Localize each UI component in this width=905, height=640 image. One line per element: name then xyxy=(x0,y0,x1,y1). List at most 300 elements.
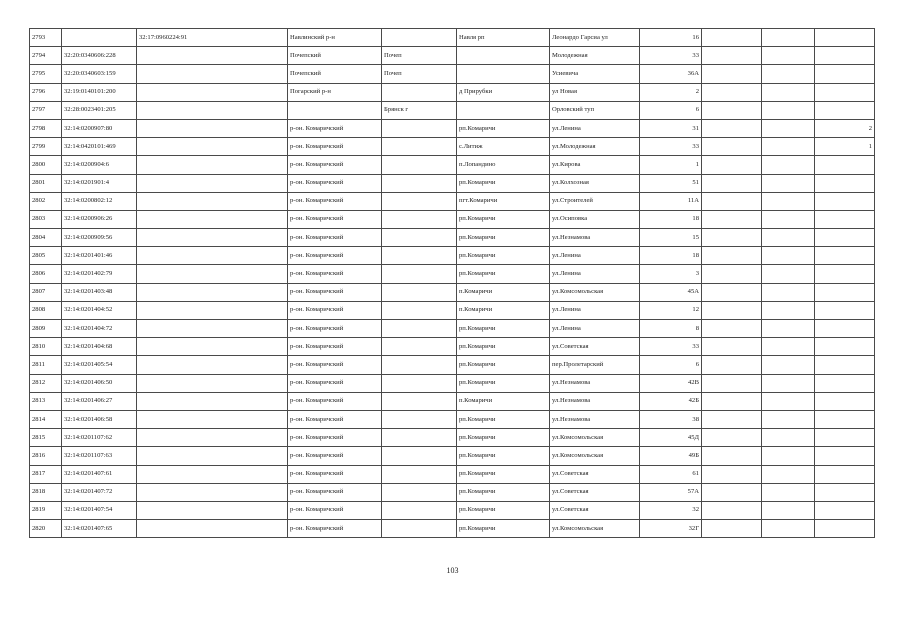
cell-city xyxy=(382,356,457,374)
cell-extra-col-1 xyxy=(702,119,762,137)
cell-extra-col-2 xyxy=(762,338,815,356)
cell-street: ул.Комсомольская xyxy=(550,447,640,465)
cell-street: ул.Молодежная xyxy=(550,138,640,156)
cell-district: Навлинский р-н xyxy=(288,29,382,47)
cell-district: р-он. Комаричский xyxy=(288,447,382,465)
cell-settlement: рп.Комаричи xyxy=(457,229,550,247)
cell-settlement: с.Литиж xyxy=(457,138,550,156)
cell-row-number: 2798 xyxy=(30,119,62,137)
table-row xyxy=(30,210,875,228)
cell-extra-col-3 xyxy=(815,65,875,83)
cell-extra-col-3 xyxy=(815,301,875,319)
cell-street: ул.Советская xyxy=(550,501,640,519)
cell-city xyxy=(382,465,457,483)
cell-cadastral-number-alt xyxy=(137,229,288,247)
cell-cadastral-number-alt xyxy=(137,83,288,101)
cell-street: пер.Пролетарский xyxy=(550,356,640,374)
cell-extra-col-3 xyxy=(815,101,875,119)
cell-city xyxy=(382,320,457,338)
cell-extra-col-1 xyxy=(702,520,762,538)
cell-extra-col-3 xyxy=(815,29,875,47)
cell-row-number: 2820 xyxy=(30,520,62,538)
cell-extra-col-2 xyxy=(762,47,815,65)
cell-row-number: 2812 xyxy=(30,374,62,392)
cell-cadastral-number: 32:19:0140101:200 xyxy=(62,83,137,101)
cell-settlement: рп.Комаричи xyxy=(457,429,550,447)
cell-district: р-он. Комаричский xyxy=(288,119,382,137)
cell-extra-col-2 xyxy=(762,410,815,428)
cell-cadastral-number-alt xyxy=(137,283,288,301)
cell-district: р-он. Комаричский xyxy=(288,392,382,410)
cell-row-number: 2797 xyxy=(30,101,62,119)
cell-district: р-он. Комаричский xyxy=(288,265,382,283)
cell-city: Почеп xyxy=(382,65,457,83)
cell-cadastral-number-alt xyxy=(137,429,288,447)
table-row xyxy=(30,29,875,47)
cell-extra-col-2 xyxy=(762,320,815,338)
cell-cadastral-number: 32:14:0200802:12 xyxy=(62,192,137,210)
cell-row-number: 2819 xyxy=(30,501,62,519)
cell-extra-col-2 xyxy=(762,283,815,301)
cell-row-number: 2800 xyxy=(30,156,62,174)
cell-settlement: рп.Комаричи xyxy=(457,356,550,374)
cell-house-number: 6 xyxy=(640,101,702,119)
cell-city xyxy=(382,29,457,47)
cell-city xyxy=(382,483,457,501)
cell-extra-col-3 xyxy=(815,501,875,519)
cell-street: ул.Ленина xyxy=(550,265,640,283)
cell-extra-col-1 xyxy=(702,501,762,519)
cell-house-number: 33 xyxy=(640,47,702,65)
cell-district: р-он. Комаричский xyxy=(288,465,382,483)
cell-extra-col-3 xyxy=(815,265,875,283)
cell-cadastral-number: 32:14:0201403:48 xyxy=(62,283,137,301)
cell-row-number: 2810 xyxy=(30,338,62,356)
cell-extra-col-2 xyxy=(762,301,815,319)
cell-row-number: 2801 xyxy=(30,174,62,192)
cell-cadastral-number: 32:14:0201901:4 xyxy=(62,174,137,192)
table-row xyxy=(30,265,875,283)
table-row xyxy=(30,338,875,356)
cell-settlement xyxy=(457,65,550,83)
cell-extra-col-2 xyxy=(762,192,815,210)
cell-house-number: 42Б xyxy=(640,392,702,410)
cell-cadastral-number: 32:14:0201407:65 xyxy=(62,520,137,538)
cell-extra-col-3 xyxy=(815,392,875,410)
cell-city xyxy=(382,301,457,319)
cell-district: р-он. Комаричский xyxy=(288,192,382,210)
cell-settlement: п.Комаричи xyxy=(457,392,550,410)
cell-settlement: Навля рп xyxy=(457,29,550,47)
table-row xyxy=(30,101,875,119)
cell-extra-col-3 xyxy=(815,374,875,392)
cell-house-number: 6 xyxy=(640,356,702,374)
table-row xyxy=(30,119,875,137)
cell-cadastral-number: 32:14:0201402:79 xyxy=(62,265,137,283)
cell-cadastral-number: 32:14:0201406:27 xyxy=(62,392,137,410)
cell-city: Почеп xyxy=(382,47,457,65)
cell-street: ул.Незнамова xyxy=(550,392,640,410)
cell-settlement: рп.Комаричи xyxy=(457,119,550,137)
cell-house-number: 18 xyxy=(640,210,702,228)
cell-extra-col-1 xyxy=(702,410,762,428)
cell-row-number: 2818 xyxy=(30,483,62,501)
table-row xyxy=(30,174,875,192)
cell-house-number: 45Д xyxy=(640,429,702,447)
cell-extra-col-2 xyxy=(762,65,815,83)
cell-cadastral-number-alt xyxy=(137,119,288,137)
table-row xyxy=(30,65,875,83)
cell-row-number: 2805 xyxy=(30,247,62,265)
cell-extra-col-1 xyxy=(702,374,762,392)
table-row xyxy=(30,483,875,501)
cell-city xyxy=(382,119,457,137)
cell-extra-col-1 xyxy=(702,174,762,192)
cell-house-number: 8 xyxy=(640,320,702,338)
table-row xyxy=(30,83,875,101)
cell-cadastral-number: 32:14:0201406:58 xyxy=(62,410,137,428)
cell-cadastral-number-alt: 32:17:0960224:91 xyxy=(137,29,288,47)
cell-cadastral-number-alt xyxy=(137,265,288,283)
cell-extra-col-2 xyxy=(762,210,815,228)
cell-row-number: 2794 xyxy=(30,47,62,65)
cell-cadastral-number-alt xyxy=(137,156,288,174)
cell-extra-col-1 xyxy=(702,392,762,410)
cell-extra-col-2 xyxy=(762,501,815,519)
cell-settlement: п.Комаричи xyxy=(457,301,550,319)
table-row xyxy=(30,229,875,247)
cell-house-number: 57А xyxy=(640,483,702,501)
cell-extra-col-2 xyxy=(762,356,815,374)
cell-settlement: рп.Комаричи xyxy=(457,465,550,483)
cell-street: ул.Колхозная xyxy=(550,174,640,192)
cell-row-number: 2813 xyxy=(30,392,62,410)
cell-extra-col-2 xyxy=(762,101,815,119)
page-number: 103 xyxy=(446,566,459,575)
cell-extra-col-3 xyxy=(815,520,875,538)
cell-settlement: рп.Комаричи xyxy=(457,447,550,465)
cell-extra-col-2 xyxy=(762,447,815,465)
cell-extra-col-3 xyxy=(815,429,875,447)
cell-cadastral-number-alt xyxy=(137,47,288,65)
table-row xyxy=(30,283,875,301)
cell-extra-col-1 xyxy=(702,101,762,119)
cell-cadastral-number: 32:14:0201404:72 xyxy=(62,320,137,338)
cell-district: р-он. Комаричский xyxy=(288,138,382,156)
cell-street: ул.Комсомольская xyxy=(550,283,640,301)
cell-settlement: п.Лопандино xyxy=(457,156,550,174)
cell-city xyxy=(382,265,457,283)
cell-cadastral-number: 32:14:0200904:6 xyxy=(62,156,137,174)
cell-extra-col-2 xyxy=(762,247,815,265)
cell-row-number: 2811 xyxy=(30,356,62,374)
cell-row-number: 2809 xyxy=(30,320,62,338)
cell-street: Орловский туп xyxy=(550,101,640,119)
cell-extra-col-3 xyxy=(815,320,875,338)
cell-extra-col-2 xyxy=(762,465,815,483)
table-body xyxy=(30,29,875,538)
cell-extra-col-1 xyxy=(702,301,762,319)
cell-row-number: 2807 xyxy=(30,283,62,301)
cell-extra-col-2 xyxy=(762,374,815,392)
cell-district: р-он. Комаричский xyxy=(288,156,382,174)
cell-cadastral-number-alt xyxy=(137,301,288,319)
cell-settlement: д Прирубки xyxy=(457,83,550,101)
table-row xyxy=(30,138,875,156)
cell-city xyxy=(382,247,457,265)
cell-extra-col-3 xyxy=(815,174,875,192)
cell-cadastral-number-alt xyxy=(137,501,288,519)
cell-street: ул Новая xyxy=(550,83,640,101)
table-row xyxy=(30,47,875,65)
cell-settlement xyxy=(457,47,550,65)
cell-extra-col-2 xyxy=(762,83,815,101)
cell-extra-col-3 xyxy=(815,83,875,101)
cell-city xyxy=(382,447,457,465)
cell-cadastral-number-alt xyxy=(137,101,288,119)
cell-street: ул.Комсомольская xyxy=(550,429,640,447)
cell-house-number: 51 xyxy=(640,174,702,192)
cell-extra-col-1 xyxy=(702,65,762,83)
table-row xyxy=(30,320,875,338)
cell-city xyxy=(382,429,457,447)
cell-settlement: рп.Комаричи xyxy=(457,210,550,228)
cell-city xyxy=(382,338,457,356)
cell-house-number: 16 xyxy=(640,29,702,47)
cell-house-number: 38 xyxy=(640,410,702,428)
cell-street: ул.Незнамова xyxy=(550,374,640,392)
cell-row-number: 2799 xyxy=(30,138,62,156)
cell-cadastral-number: 32:14:0201404:68 xyxy=(62,338,137,356)
table-row xyxy=(30,447,875,465)
cell-district: р-он. Комаричский xyxy=(288,410,382,428)
cell-row-number: 2814 xyxy=(30,410,62,428)
cell-settlement: рп.Комаричи xyxy=(457,338,550,356)
cell-city xyxy=(382,283,457,301)
cell-extra-col-3 xyxy=(815,247,875,265)
cell-extra-col-2 xyxy=(762,520,815,538)
cell-city xyxy=(382,156,457,174)
cell-street: ул.Ленина xyxy=(550,119,640,137)
cell-extra-col-1 xyxy=(702,210,762,228)
cell-settlement: рп.Комаричи xyxy=(457,265,550,283)
table-row xyxy=(30,192,875,210)
cell-cadastral-number-alt xyxy=(137,174,288,192)
cell-extra-col-1 xyxy=(702,320,762,338)
cell-house-number: 15 xyxy=(640,229,702,247)
cell-street: ул.Незнамова xyxy=(550,229,640,247)
cell-district: р-он. Комаричский xyxy=(288,174,382,192)
cell-district: р-он. Комаричский xyxy=(288,483,382,501)
cell-extra-col-2 xyxy=(762,392,815,410)
cell-street: Леонардо Гарсиа ул xyxy=(550,29,640,47)
cell-district: р-он. Комаричский xyxy=(288,338,382,356)
cell-row-number: 2817 xyxy=(30,465,62,483)
table-row xyxy=(30,374,875,392)
cell-cadastral-number-alt xyxy=(137,356,288,374)
cell-house-number: 61 xyxy=(640,465,702,483)
cell-cadastral-number-alt xyxy=(137,138,288,156)
table-row xyxy=(30,501,875,519)
cell-extra-col-2 xyxy=(762,174,815,192)
cell-street: ул.Комсомольская xyxy=(550,520,640,538)
cell-settlement xyxy=(457,101,550,119)
cell-cadastral-number-alt xyxy=(137,65,288,83)
cell-extra-col-1 xyxy=(702,247,762,265)
table-row xyxy=(30,156,875,174)
cell-extra-col-2 xyxy=(762,265,815,283)
cell-extra-col-3 xyxy=(815,156,875,174)
cell-street: ул.Советская xyxy=(550,465,640,483)
table-row xyxy=(30,465,875,483)
cell-cadastral-number: 32:14:0201107:62 xyxy=(62,429,137,447)
cell-settlement: рп.Комаричи xyxy=(457,501,550,519)
cell-cadastral-number: 32:14:0201407:72 xyxy=(62,483,137,501)
cell-cadastral-number-alt xyxy=(137,338,288,356)
cell-city xyxy=(382,392,457,410)
cell-district: р-он. Комаричский xyxy=(288,429,382,447)
table-row xyxy=(30,410,875,428)
cell-settlement: рп.Комаричи xyxy=(457,374,550,392)
cell-row-number: 2795 xyxy=(30,65,62,83)
cell-extra-col-2 xyxy=(762,229,815,247)
cell-street: Молодежная xyxy=(550,47,640,65)
cell-house-number: 11А xyxy=(640,192,702,210)
cell-city xyxy=(382,520,457,538)
cell-district: р-он. Комаричский xyxy=(288,520,382,538)
cell-cadastral-number-alt xyxy=(137,447,288,465)
cell-cadastral-number-alt xyxy=(137,210,288,228)
cell-extra-col-1 xyxy=(702,447,762,465)
cell-row-number: 2803 xyxy=(30,210,62,228)
cell-city xyxy=(382,83,457,101)
cell-extra-col-1 xyxy=(702,192,762,210)
cell-cadastral-number: 32:14:0201407:54 xyxy=(62,501,137,519)
cell-street: ул.Ленина xyxy=(550,247,640,265)
cell-cadastral-number: 32:28:0023401:205 xyxy=(62,101,137,119)
cell-city xyxy=(382,138,457,156)
table-row xyxy=(30,247,875,265)
cell-district: р-он. Комаричский xyxy=(288,210,382,228)
cell-cadastral-number: 32:20:0340606:228 xyxy=(62,47,137,65)
cell-extra-col-1 xyxy=(702,156,762,174)
cell-cadastral-number: 32:14:0420101:469 xyxy=(62,138,137,156)
cell-extra-col-2 xyxy=(762,119,815,137)
cell-house-number: 36А xyxy=(640,65,702,83)
cell-house-number: 33 xyxy=(640,138,702,156)
cell-house-number: 45А xyxy=(640,283,702,301)
cell-street: ул.Кирова xyxy=(550,156,640,174)
cell-extra-col-3 xyxy=(815,356,875,374)
cell-district: р-он. Комаричский xyxy=(288,229,382,247)
cell-cadastral-number-alt xyxy=(137,320,288,338)
cell-city xyxy=(382,210,457,228)
cell-district: р-он. Комаричский xyxy=(288,374,382,392)
table-row xyxy=(30,301,875,319)
cell-district xyxy=(288,101,382,119)
cell-extra-col-2 xyxy=(762,156,815,174)
cell-district: Почепский xyxy=(288,65,382,83)
cell-extra-col-1 xyxy=(702,265,762,283)
cell-cadastral-number-alt xyxy=(137,374,288,392)
cell-city: Брянск г xyxy=(382,101,457,119)
cell-cadastral-number: 32:14:0201405:54 xyxy=(62,356,137,374)
cell-house-number: 32Г xyxy=(640,520,702,538)
cell-extra-col-1 xyxy=(702,283,762,301)
cell-row-number: 2804 xyxy=(30,229,62,247)
cell-settlement: рп.Комаричи xyxy=(457,520,550,538)
cell-house-number: 31 xyxy=(640,119,702,137)
property-table xyxy=(29,28,875,538)
cell-district: р-он. Комаричский xyxy=(288,501,382,519)
cell-row-number: 2808 xyxy=(30,301,62,319)
cell-district: р-он. Комаричский xyxy=(288,301,382,319)
table-row xyxy=(30,429,875,447)
cell-cadastral-number xyxy=(62,29,137,47)
table-row xyxy=(30,520,875,538)
cell-cadastral-number: 32:20:0340603:159 xyxy=(62,65,137,83)
cell-city xyxy=(382,501,457,519)
cell-extra-col-3: 2 xyxy=(815,119,875,137)
cell-district: р-он. Комаричский xyxy=(288,283,382,301)
cell-extra-col-2 xyxy=(762,29,815,47)
cell-extra-col-3 xyxy=(815,210,875,228)
cell-house-number: 32 xyxy=(640,501,702,519)
cell-row-number: 2793 xyxy=(30,29,62,47)
cell-cadastral-number: 32:14:0201407:61 xyxy=(62,465,137,483)
cell-extra-col-1 xyxy=(702,138,762,156)
cell-settlement: рп.Комаричи xyxy=(457,483,550,501)
cell-extra-col-1 xyxy=(702,483,762,501)
cell-extra-col-1 xyxy=(702,356,762,374)
cell-settlement: рп.Комаричи xyxy=(457,247,550,265)
cell-district: Погарский р-н xyxy=(288,83,382,101)
cell-house-number: 33 xyxy=(640,338,702,356)
cell-extra-col-1 xyxy=(702,338,762,356)
cell-row-number: 2816 xyxy=(30,447,62,465)
cell-house-number: 3 xyxy=(640,265,702,283)
cell-cadastral-number-alt xyxy=(137,392,288,410)
cell-extra-col-3 xyxy=(815,447,875,465)
cell-extra-col-3 xyxy=(815,338,875,356)
cell-extra-col-1 xyxy=(702,465,762,483)
cell-street: ул.Ленина xyxy=(550,301,640,319)
cell-cadastral-number: 32:14:0200906:26 xyxy=(62,210,137,228)
cell-settlement: п.Комаричи xyxy=(457,283,550,301)
cell-house-number: 12 xyxy=(640,301,702,319)
cell-house-number: 1 xyxy=(640,156,702,174)
cell-city xyxy=(382,192,457,210)
cell-extra-col-3 xyxy=(815,192,875,210)
cell-extra-col-1 xyxy=(702,47,762,65)
cell-extra-col-3 xyxy=(815,229,875,247)
cell-cadastral-number: 32:14:0201401:46 xyxy=(62,247,137,265)
cell-settlement: пгт.Комаричи xyxy=(457,192,550,210)
cell-district: р-он. Комаричский xyxy=(288,247,382,265)
table-row xyxy=(30,392,875,410)
cell-cadastral-number-alt xyxy=(137,520,288,538)
cell-house-number: 42В xyxy=(640,374,702,392)
cell-street: Усиевича xyxy=(550,65,640,83)
cell-extra-col-2 xyxy=(762,429,815,447)
cell-street: ул.Осиповка xyxy=(550,210,640,228)
cell-city xyxy=(382,374,457,392)
cell-house-number: 18 xyxy=(640,247,702,265)
cell-cadastral-number: 32:14:0201404:52 xyxy=(62,301,137,319)
cell-extra-col-3 xyxy=(815,483,875,501)
cell-extra-col-3 xyxy=(815,47,875,65)
cell-house-number: 49Б xyxy=(640,447,702,465)
